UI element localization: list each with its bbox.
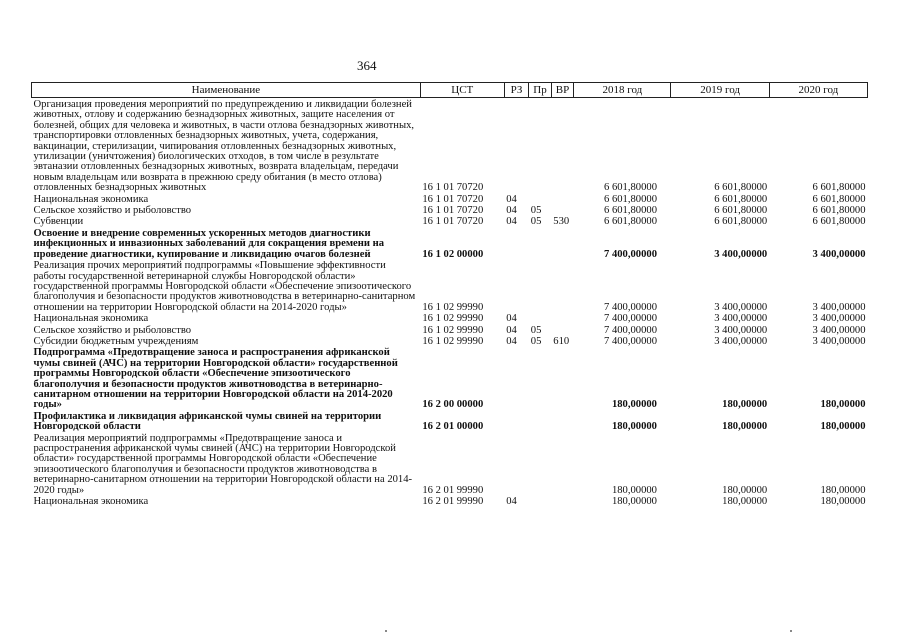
row-2020: 3 400,00000 [812,248,866,260]
row-rz [504,412,529,434]
row-vr: 610 [553,335,570,347]
budget-table [31,82,868,508]
table-row [32,497,868,508]
row-pr [529,348,552,411]
row-vr [551,497,574,508]
row-2020: 180,00000 [820,484,866,496]
row-pr [529,412,552,434]
row-2018: 7 400,00000 [604,248,657,260]
row-rz: 04 [506,313,517,325]
row-2019: 3 400,00000 [714,313,768,325]
row-2020: 180,00000 [820,496,866,508]
row-name: Подпрограмма «Предотвращение заноса и распространения африканской чумы свиней (АЧС) на территории Новгородской области» государственной программы Новгородской области «Обеспечение эпизоотического благополучия и безопасности продуктов животноводства в ветеринарно-санитарном отношении на территории Новгородской области на 2014-2020 годы» [33,347,398,411]
header-name: Наименование [32,83,421,98]
row-2020: 6 601,80000 [812,205,866,217]
row-cst: 16 1 02 99990 [422,301,484,313]
row-2019: 3 400,00000 [714,248,768,260]
row-2018: 180,00000 [611,496,657,508]
page-number: 364 [357,58,377,73]
table-row [32,261,868,314]
row-cst: 16 2 01 99990 [422,496,484,508]
row-2019: 3 400,00000 [714,301,768,313]
row-2020: 6 601,80000 [812,216,866,228]
row-name: Сельское хозяйство и рыболовство [33,324,192,336]
header-2020: 2020 год [769,83,867,98]
row-name: Субсидии бюджетным учреждениям [33,335,199,347]
row-2018: 7 400,00000 [604,301,657,313]
row-2018: 6 601,80000 [604,193,657,205]
row-2019: 180,00000 [722,484,768,496]
table-row [32,314,868,325]
row-rz: 04 [506,216,517,228]
row-2019: 6 601,80000 [714,182,768,194]
row-cst: 16 1 02 99990 [422,335,484,347]
row-name: Национальная экономика [33,313,149,325]
row-pr: 05 [530,216,542,228]
row-rz: 04 [506,324,517,336]
row-vr [551,314,574,325]
row-2019: 180,00000 [722,399,768,411]
row-vr [551,229,574,261]
row-rz [504,261,529,314]
row-vr [551,195,574,206]
row-2020: 6 601,80000 [812,182,866,194]
row-2018: 180,00000 [611,399,657,411]
row-cst: 16 1 02 99990 [422,324,484,336]
row-2018: 6 601,80000 [604,205,657,217]
row-name: Субвенции [33,216,84,228]
row-2020: 3 400,00000 [812,335,866,347]
row-cst: 16 2 01 00000 [422,421,484,433]
row-name: Реализация мероприятий подпрограммы «Предотвращение заноса и распространения африканской чумы свиней (АЧС) на территории Новгородской области» государственной программы Новгородской области «Обеспечение эпизоотического благополучия и безопасности продуктов животноводства в ветеринарно-санитарном отношении на территории Новгородской области на 2014-2020 годы» [33,432,413,496]
table-row [32,229,868,261]
row-pr [529,261,552,314]
row-cst: 16 1 02 99990 [422,313,484,325]
row-rz: 04 [506,193,517,205]
row-2019: 6 601,80000 [714,205,768,217]
row-rz: 04 [506,496,517,508]
row-name: Профилактика и ликвидация африканской чумы свиней на территории Новгородской области [33,410,382,433]
row-cst: 16 1 02 00000 [422,248,484,260]
row-pr: 05 [530,205,542,217]
row-rz [504,229,529,261]
row-2019: 6 601,80000 [714,216,768,228]
row-name: Сельское хозяйство и рыболовство [33,205,192,217]
row-2020: 6 601,80000 [812,193,866,205]
header-pr: Пр [529,83,552,98]
row-name: Освоение и внедрение современных ускоренных методов диагностики инфекционных и инвазионных заболеваний для сокращения времени на проведение диагностики, купирование и ликвидацию очагов болезней [33,227,385,260]
header-vr: ВР [551,83,574,98]
row-2019: 180,00000 [722,421,768,433]
row-2018: 7 400,00000 [604,324,657,336]
row-cst: 16 1 01 70720 [422,182,484,194]
row-vr [551,412,574,434]
row-2019: 6 601,80000 [714,193,768,205]
row-pr [529,98,552,195]
header-2019: 2019 год [671,83,769,98]
row-pr [529,497,552,508]
row-vr [551,348,574,411]
row-cst: 16 1 01 70720 [422,193,484,205]
row-vr: 530 [553,216,570,228]
row-pr: 05 [530,324,542,336]
row-rz [504,98,529,195]
row-2019: 3 400,00000 [714,324,768,336]
row-2018: 7 400,00000 [604,313,657,325]
row-cst: 16 1 01 70720 [422,216,484,228]
row-vr [551,98,574,195]
row-2020: 3 400,00000 [812,324,866,336]
table-header-row [32,83,868,98]
row-2020: 3 400,00000 [812,313,866,325]
row-rz: 04 [506,335,517,347]
row-2019: 3 400,00000 [714,335,768,347]
table-row [32,434,868,497]
header-2018: 2018 год [574,83,671,98]
row-2018: 180,00000 [611,421,657,433]
row-cst: 16 1 01 70720 [422,205,484,217]
row-pr [529,434,552,497]
row-vr [551,261,574,314]
row-rz [504,434,529,497]
row-pr [529,314,552,325]
row-pr: 05 [530,335,542,347]
row-2018: 6 601,80000 [604,216,657,228]
row-rz [504,348,529,411]
row-vr [551,434,574,497]
scan-mark [790,630,792,632]
row-name: Реализация прочих мероприятий подпрограммы «Повышение эффективности работы государственной ветеринарной службы Новгородской области» государственной программы Новгородской области «Обеспечение эпизоотического благополучия и безопасности продуктов животноводства в ветеринарно-санитарном отношении на территории Новгородской области на 2014-2020 годы» [33,260,416,313]
row-rz: 04 [506,205,517,217]
table-row [32,348,868,411]
scan-mark [385,630,387,632]
row-2020: 180,00000 [820,399,866,411]
row-2020: 3 400,00000 [812,301,866,313]
row-name: Организация проведения мероприятий по предупреждению и ликвидации болезней животных, отлову и содержанию безнадзорных животных, защите населения от болезней, общих для человека и животных, в части отлова безнадзорных животных, транспортировки отловленных безнадзорных животных, учета, содержания, вакцинации, стерилизации, чипирования отловленных безнадзорных животных, утилизации (уничтожения) биологических отходов, в том числе в результате эвтаназии отловленных безнадзорных животных, возврата владельцам, передачи новым владельцам или возврата в прежнюю среду обитания (в место отлова) отловленных безнадзорных животных [33,99,415,194]
row-pr [529,229,552,261]
row-2018: 6 601,80000 [604,182,657,194]
row-cst: 16 2 01 99990 [422,484,484,496]
header-cst: ЦСТ [420,83,504,98]
table-row [32,98,868,195]
table-row [32,412,868,434]
row-2018: 180,00000 [611,484,657,496]
row-cst: 16 2 00 00000 [422,399,484,411]
row-2018: 7 400,00000 [604,335,657,347]
row-2020: 180,00000 [820,421,866,433]
row-name: Национальная экономика [33,193,149,205]
row-name: Национальная экономика [33,496,149,508]
header-rz: РЗ [504,83,529,98]
row-2019: 180,00000 [722,496,768,508]
